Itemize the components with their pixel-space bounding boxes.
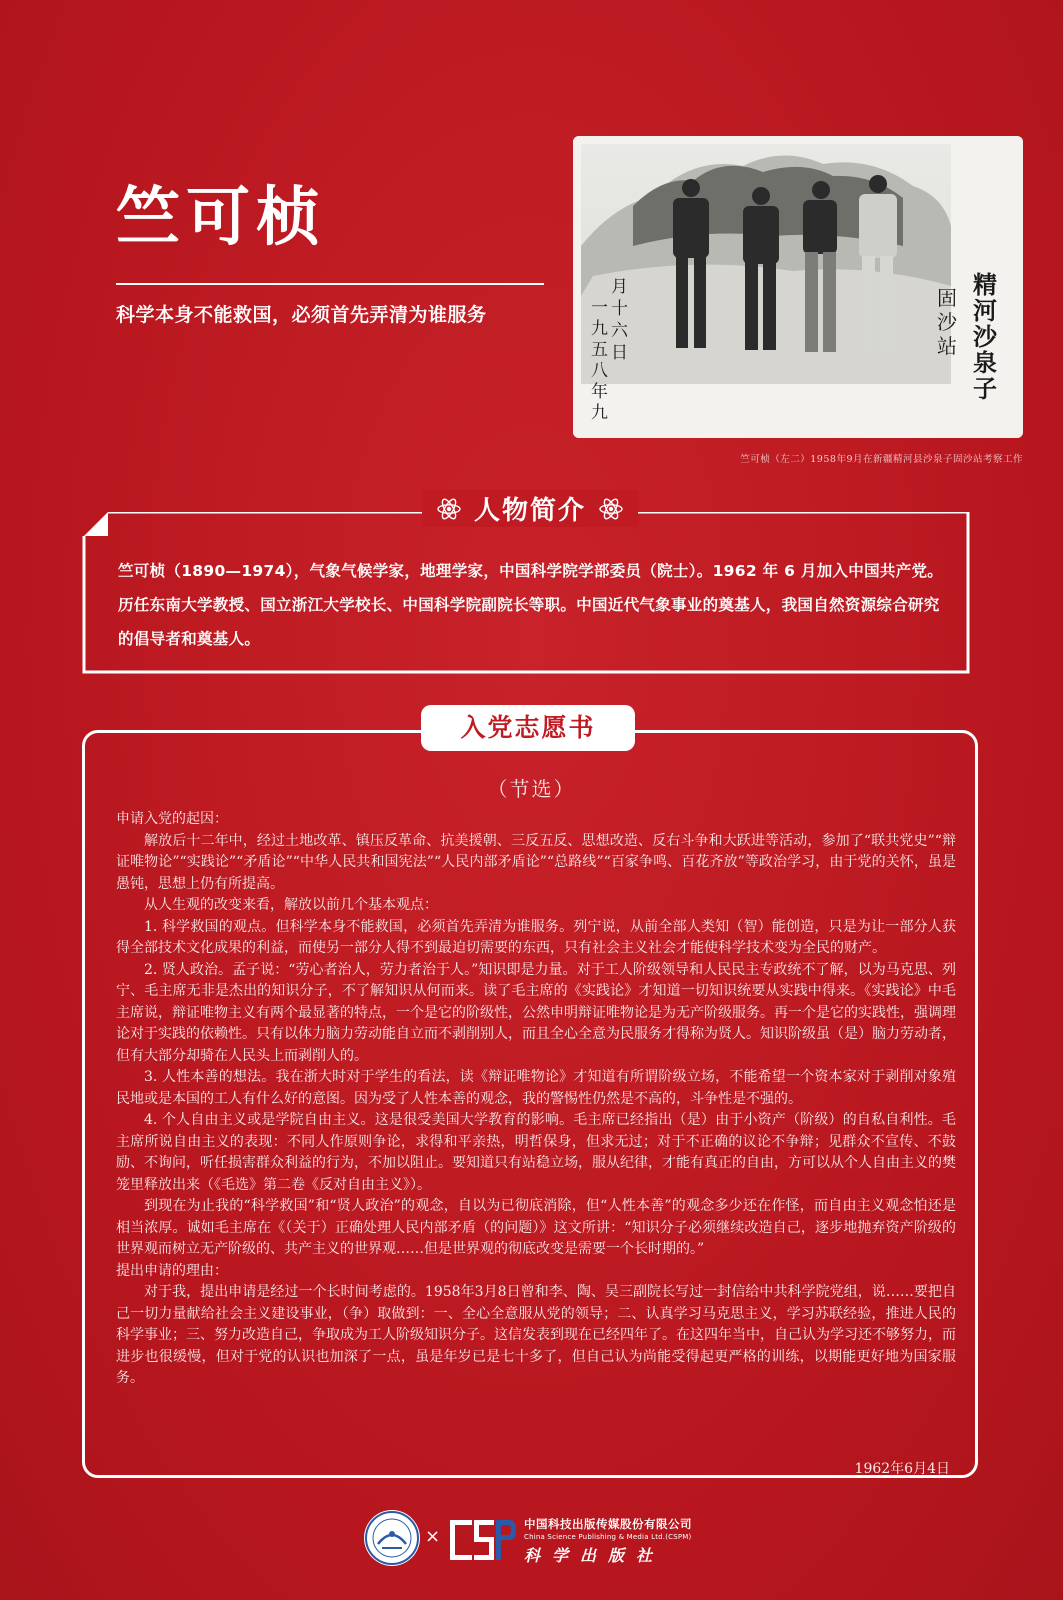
letter-paragraph: 解放后十二年中，经过土地改革、镇压反革命、抗美援朝、三反五反、思想改造、反右斗争和大跃进等活动，参加了“联共党史”“辩证唯物论”“实践论”“矛盾论”“中华人民共和国宪法”“人民内部矛盾论”“总路线”“百家争鸣、百花齐放”等政治学习，由于党的关怀，虽是愚钝，思想上仍有所提高。 [116,832,956,892]
letter-title: 入党志愿书 [421,705,635,751]
letter-paragraph: 到现在为止我的“科学救国”和“贤人政治”的观念，自以为已彻底消除，但“人性本善”的观念多少还在作怪，而自由主义观念怕还是相当浓厚。诚如毛主席在《（关于）正确处理人民内部矛盾（的问题）》这文所讲：“知识分子必须继续改造自己，逐步地抛弃资产阶级的世界观而树立无产阶级的、共产主义的世界观……但是世界观的彻底改变是需要一个长时期的。” [116,1198,956,1257]
publisher-calligraphy: 科学出版社 [524,1546,665,1565]
atom-icon [436,496,462,522]
atom-icon [598,496,624,522]
photo-caption: 竺可桢（左二）1958年9月在新疆精河县沙泉子固沙站考察工作 [740,454,1023,465]
letter-paragraph: 1. 科学救国的观点。但科学本身不能救国，必须首先弄清为谁服务。列宁说，从前全部人类知（智）能创造，只是为让一部分人获得全部技术文化成果的利益，而使另一部分人得不到最迫切需要的东西，只有社会主义社会才能使科学技术变为全民的财产。 [116,918,956,956]
letter-paragraph: 4. 个人自由主义或是学院自由主义。这是很受美国大学教育的影响。毛主席已经指出（是）由于小资产（阶级）的自私自利性。毛主席所说自由主义的表现：不同人作原则争论，求得和平亲热，明哲保身，但求无过；对于不正确的议论不争辩；见群众不宣传、不鼓励、不询问，听任损害群众利益的行为，不加以阻止。要知道只有站稳立场，服从纪律，才能有真正的自由，方可以从个人自由主义的樊笼里释放出来（《毛选》第二卷《反对自由主义》）。 [116,1112,956,1193]
times-symbol: × [425,1526,441,1547]
title-divider [116,283,544,285]
society-logo [364,1510,420,1566]
letter-paragraph: 从人生观的改变来看，解放以前几个基本观点： [144,897,438,913]
excerpt-label: （节选） [487,777,576,801]
csp-logo-icon [448,1516,518,1564]
bio-title: 人物简介 [473,496,586,526]
publisher-name-cn: 中国科技出版传媒股份有限公司 [524,1517,692,1531]
letter-paragraph: 2. 贤人政治。孟子说：“劳心者治人，劳力者治于人。”知识即是力量。对于工人阶级领导和人民民主专政统不了解，以为马克思、列宁、毛主席无非是杰出的知识分子，不了解知识从何而来。读了毛主席的《实践论》才知道一切知识统要从实践中得来。《实践论》中毛主席说，辩证唯物主义有两个最显著的特点，一个是它的阶级性，公然申明辩证唯物论是为无产阶级服务。再一个是它的实践性，强调理论对于实践的依赖性。只有以体力脑力劳动能自立而不剥削别人，而且全心全意为民服务才得称为贤人。知识阶级虽（是）脑力劳动者，但有大部分却骑在人民头上而剥削人的。 [116,961,956,1064]
publisher-info [524,1516,692,1566]
letter-paragraph: 对于我，提出申请是经过一个长时间考虑的。1958年3月8日曾和李、陶、吴三副院长写过一封信给中共科学院党组，说……要把自己一切力量献给社会主义建设事业，（争）取做到：一、全心全意服从党的领导；二、认真学习马克思主义，学习苏联经验，推进人民的科学事业；三、努力改造自己，争取成为工人阶级知识分子。这信发表到现在已经四年了。在这四年当中，自己认为学习还不够努力，而进步也很缓慢，但对于党的认识也加深了一点，虽是年岁已是七十多了，但自己认为尚能受得起更严格的训练，以期能更好地为国家服务。 [116,1284,956,1386]
person-name: 竺可桢 [116,180,326,255]
emblem-icon [364,1510,420,1566]
motto: 科学本身不能救国，必须首先弄清为谁服务 [116,304,487,326]
footer [0,1510,1063,1580]
letter-paragraph: 申请入党的起因： [116,811,228,827]
bio-box [82,496,978,684]
inscription-right: 精 河 沙 泉 子 [973,270,997,403]
inscription-left-2: 一 九 五 八 年 九 [591,298,608,423]
letter-body [116,809,956,1390]
historic-photo [573,136,1023,438]
bio-text: 竺可桢（1890—1974），气象气候学家，地理学家，中国科学院学部委员（院士）。1962 年 6 月加入中国共产党。历任东南大学教授、国立浙江大学校长、中国科学院副院长等职。中国近代气象事业的奠基人，我国自然资源综合研究的倡导者和奠基人。 [118,562,944,648]
letter-paragraph: 3. 人性本善的想法。我在浙大时对于学生的看法，读《辩证唯物论》才知道有所谓阶级立场，不能希望一个资本家对于剥削对象殖民地或是本国的工人有什么好的意图。因为受了人性本善的观念，我的警惕性仍然是不高的，斗争性是不强的。 [116,1069,956,1107]
publisher-name-en: China Science Publishing & Media Ltd.(CSPM) [524,1533,692,1541]
letter-paragraph: 提出申请的理由： [116,1262,228,1279]
inscription-left: 月 十 六 日 [611,277,628,363]
inscription-right-2: 固 沙 站 [937,286,957,358]
bio-heading [422,490,638,527]
letter-date: 1962年6月4日 [854,1461,950,1477]
